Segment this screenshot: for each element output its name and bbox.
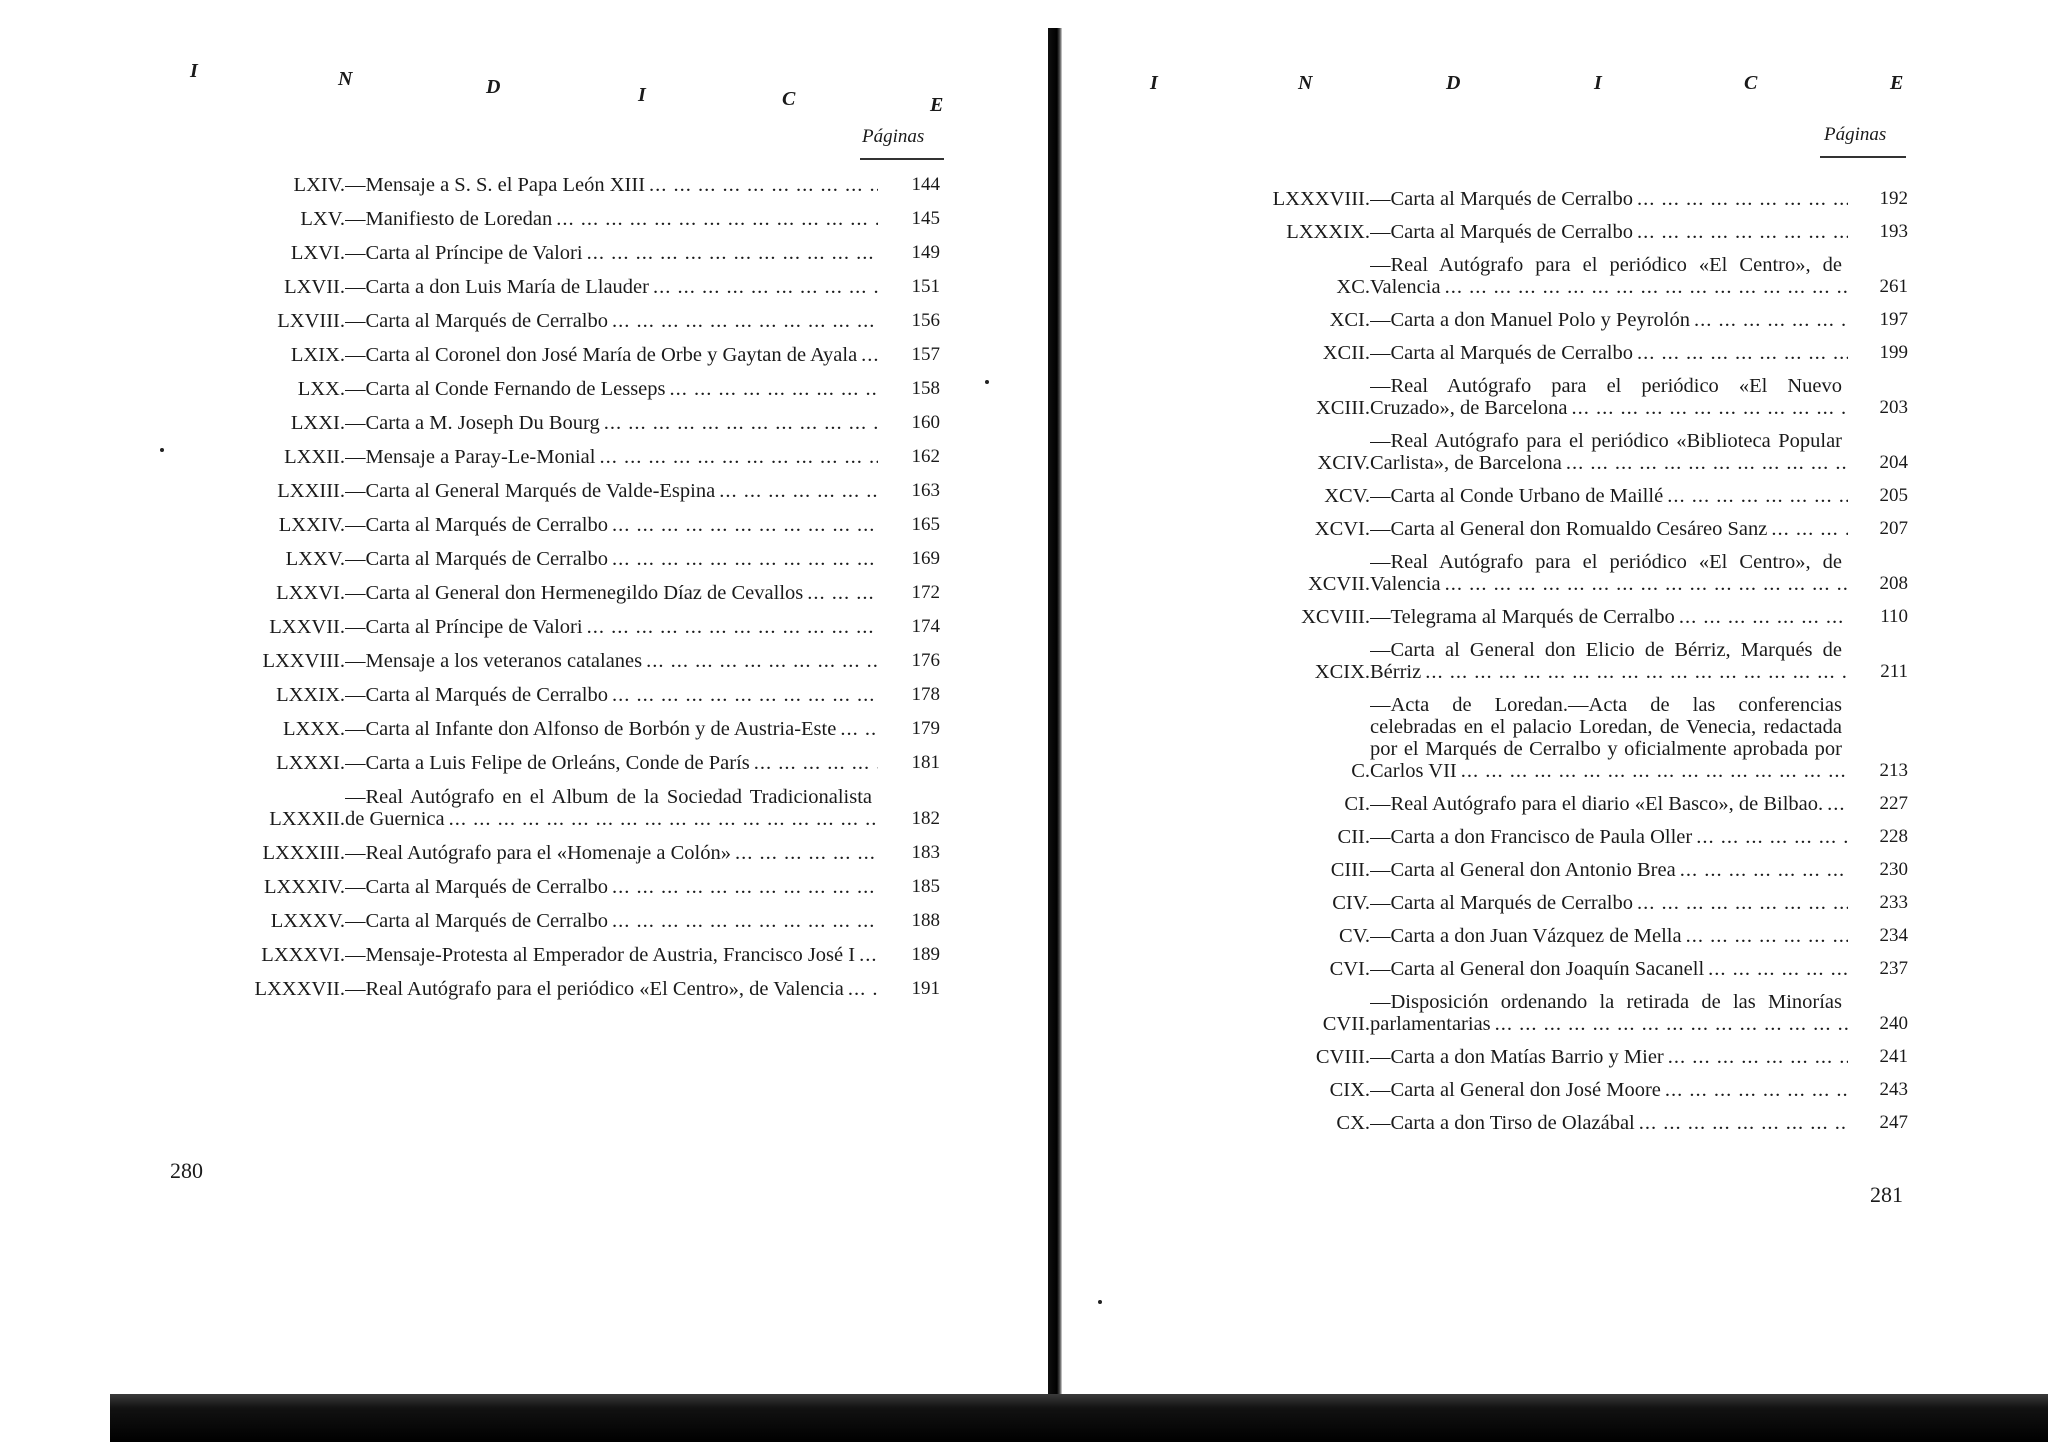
toc-entry-title-wrap xyxy=(1370,859,1848,881)
toc-entry-number: LXXX. xyxy=(282,718,345,740)
toc-entry-title-wrap xyxy=(345,276,878,298)
toc-entry-title-wrap xyxy=(345,650,878,672)
toc-entry-number: CX. xyxy=(1336,1112,1370,1134)
toc-entry-title: —Carta al Príncipe de Valori xyxy=(345,242,587,264)
toc-entry-title: —Carta al General Marqués de Valde-Espina xyxy=(345,480,719,502)
toc-entry-title-wrap xyxy=(1370,606,1848,628)
toc-entry-title: —Carta al General don Joaquín Sacanell xyxy=(1370,958,1708,980)
paginas-rule xyxy=(860,158,944,160)
toc-entry-number: LXV. xyxy=(300,208,345,230)
toc-entry-number: LXXIX. xyxy=(276,684,345,706)
toc-entry-number: LXVII. xyxy=(284,276,345,298)
toc-entry-title-wrap xyxy=(1370,188,1848,210)
toc-entry xyxy=(170,446,940,468)
header-letter: C xyxy=(1744,72,1758,94)
toc-entry-title-wrap xyxy=(345,718,878,740)
toc-entry-title-wrap xyxy=(1370,991,1848,1035)
toc-entry-page: 182 xyxy=(911,808,940,829)
toc-list xyxy=(1150,188,1908,1145)
toc-entry-number: LXXXII. xyxy=(269,808,345,830)
toc-entry-page: 174 xyxy=(911,616,940,637)
toc-entry xyxy=(170,514,940,536)
toc-entry-title: —Carta a don Juan Vázquez de Mella xyxy=(1370,925,1686,947)
toc-entry-number: LXXXVIII. xyxy=(1272,188,1370,210)
toc-entry-number: LXXXIX. xyxy=(1286,221,1370,243)
toc-entry xyxy=(1150,485,1908,507)
right-page xyxy=(1060,0,2048,1442)
toc-entry-page: 230 xyxy=(1879,859,1908,880)
toc-entry-title: —Carta al Marqués de Cerralbo xyxy=(345,310,612,332)
toc-entry-number: CV. xyxy=(1339,925,1370,947)
toc-entry-title: —Real Autógrafo para el diario «El Basco», de Bilbao. xyxy=(1370,793,1827,815)
toc-entry-page: 193 xyxy=(1879,221,1908,242)
toc-entry-title: —Real Autógrafo para el periódico «El Centro», de Valencia xyxy=(1370,551,1842,595)
left-page-header xyxy=(190,60,950,116)
toc-entry-number: LXXV. xyxy=(285,548,345,570)
toc-entry-page: 144 xyxy=(911,174,940,195)
toc-entry-number: XCII. xyxy=(1322,342,1370,364)
toc-entry-number: XCVI. xyxy=(1314,518,1370,540)
header-letter: N xyxy=(1298,72,1313,94)
toc-entry-page: 204 xyxy=(1879,452,1908,473)
toc-entry-title: —Carta al General don José Moore xyxy=(1370,1079,1665,1101)
toc-entry-title-wrap xyxy=(1370,1046,1848,1068)
toc-entry-title: —Carta a don Manuel Polo y Peyrolón xyxy=(1370,309,1694,331)
toc-entry-title-wrap xyxy=(1370,254,1848,298)
toc-entry-title-wrap xyxy=(345,412,878,434)
toc-entry-number: CIX. xyxy=(1329,1079,1370,1101)
toc-entry-number: LXXVIII. xyxy=(262,650,345,672)
toc-entry xyxy=(170,344,940,366)
toc-entry-title-wrap xyxy=(345,208,878,230)
toc-entry-page: 197 xyxy=(1879,309,1908,330)
toc-entry-page: 176 xyxy=(911,650,940,671)
header-letter: D xyxy=(1446,72,1461,94)
toc-entry xyxy=(1150,309,1908,331)
header-letter: I xyxy=(1150,72,1158,94)
toc-entry-page: 213 xyxy=(1879,760,1908,781)
toc-entry xyxy=(170,208,940,230)
toc-entry xyxy=(1150,892,1908,914)
toc-entry xyxy=(1150,694,1908,782)
toc-entry-title-wrap xyxy=(345,514,878,536)
toc-entry-number: LXVIII. xyxy=(277,310,345,332)
toc-entry xyxy=(170,876,940,898)
toc-entry xyxy=(170,944,940,966)
header-letter: D xyxy=(486,76,501,98)
toc-entry-title: —Carta al Marqués de Cerralbo xyxy=(1370,221,1637,243)
toc-entry-page: 191 xyxy=(911,978,940,999)
toc-entry-title-wrap xyxy=(1370,309,1848,331)
toc-entry-page: 169 xyxy=(911,548,940,569)
toc-entry-page: 233 xyxy=(1879,892,1908,913)
toc-entry xyxy=(1150,1046,1908,1068)
toc-entry-number: XCI. xyxy=(1329,309,1370,331)
toc-entry-title: —Mensaje a S. S. el Papa León XIII xyxy=(345,174,649,196)
toc-entry-number: LXXXIV. xyxy=(263,876,345,898)
toc-entry-title-wrap xyxy=(345,242,878,264)
toc-entry xyxy=(1150,221,1908,243)
toc-entry xyxy=(170,616,940,638)
toc-entry xyxy=(170,276,940,298)
toc-entry-page: 227 xyxy=(1879,793,1908,814)
toc-entry-title-wrap xyxy=(345,548,878,570)
toc-entry-number: LXXVI. xyxy=(276,582,345,604)
toc-entry-title-wrap xyxy=(345,786,878,830)
toc-entry xyxy=(1150,859,1908,881)
toc-entry-title-wrap xyxy=(1370,826,1848,848)
toc-entry-number: CVI. xyxy=(1329,958,1370,980)
toc-entry-number: LXXXVII. xyxy=(254,978,345,1000)
paginas-label: Páginas xyxy=(1824,124,1887,145)
toc-entry-page: 165 xyxy=(911,514,940,535)
toc-entry xyxy=(1150,639,1908,683)
toc-entry-number: XCIX. xyxy=(1314,661,1370,683)
toc-entry-page: 188 xyxy=(911,910,940,931)
toc-entry-number: LXXIII. xyxy=(277,480,345,502)
toc-entry-title: —Carta al Marqués de Cerralbo xyxy=(345,910,612,932)
toc-entry-title: —Carta al General don Romualdo Cesáreo Sanz xyxy=(1370,518,1771,540)
toc-entry-number: LXXIV. xyxy=(278,514,345,536)
toc-entry-number: LXXI. xyxy=(290,412,345,434)
toc-entry-title-wrap xyxy=(345,344,878,366)
toc-entry xyxy=(170,242,940,264)
toc-entry-title: —Real Autógrafo para el periódico «El Centro», de Valencia xyxy=(345,978,848,1000)
toc-entry-title: —Carta al General don Elicio de Bérriz, Marqués de Bérriz xyxy=(1370,639,1842,683)
toc-entry-title: —Carta al Marqués de Cerralbo xyxy=(1370,892,1637,914)
toc-entry-number: LXXXIII. xyxy=(262,842,345,864)
toc-entry xyxy=(170,174,940,196)
toc-entry-title: —Acta de Loredan.—Acta de las conferencias celebradas en el palacio Loredan, de Venecia, redactada por el Marqués de Cerralbo y oficialmente aprobada por Carlos VII xyxy=(1370,694,1842,782)
toc-entry xyxy=(1150,925,1908,947)
toc-entry-title-wrap xyxy=(345,978,878,1000)
toc-entry-number: CVII. xyxy=(1322,1013,1370,1035)
toc-entry-page: 234 xyxy=(1879,925,1908,946)
scan-shadow-bottom xyxy=(110,1394,2048,1442)
toc-entry xyxy=(170,412,940,434)
header-letter: E xyxy=(1890,72,1904,94)
toc-entry xyxy=(170,582,940,604)
toc-entry-page: 172 xyxy=(911,582,940,603)
toc-entry-page: 110 xyxy=(1880,606,1908,627)
toc-entry-title: —Carta al Marqués de Cerralbo xyxy=(345,514,612,536)
header-letter: I xyxy=(638,84,646,106)
toc-entry-title: —Carta al General don Antonio Brea xyxy=(1370,859,1680,881)
toc-entry xyxy=(170,684,940,706)
toc-entry-page: 211 xyxy=(1880,661,1908,682)
toc-entry-title-wrap xyxy=(345,684,878,706)
toc-entry xyxy=(170,842,940,864)
toc-entry-page: 183 xyxy=(911,842,940,863)
toc-entry-page: 199 xyxy=(1879,342,1908,363)
toc-entry-title-wrap xyxy=(1370,375,1848,419)
toc-entry-title: —Carta al Conde Urbano de Maillé xyxy=(1370,485,1667,507)
toc-entry-number: CIV. xyxy=(1332,892,1370,914)
toc-entry-number: XCIV. xyxy=(1317,452,1370,474)
toc-entry-page: 205 xyxy=(1879,485,1908,506)
toc-entry-title: —Carta al Coronel don José María de Orbe y Gaytan de Ayala xyxy=(345,344,861,366)
toc-entry-page: 160 xyxy=(911,412,940,433)
toc-entry-page: 145 xyxy=(911,208,940,229)
toc-entry-title-wrap xyxy=(345,876,878,898)
toc-entry-title: —Carta a don Francisco de Paula Oller xyxy=(1370,826,1696,848)
toc-entry-number: LXXXI. xyxy=(276,752,345,774)
scan-speck xyxy=(985,380,989,384)
toc-entry-title-wrap xyxy=(1370,639,1848,683)
toc-entry-number: XCV. xyxy=(1324,485,1370,507)
toc-entry-page: 241 xyxy=(1879,1046,1908,1067)
toc-entry-page: 162 xyxy=(911,446,940,467)
toc-entry-page: 185 xyxy=(911,876,940,897)
toc-entry-title-wrap xyxy=(1370,518,1848,540)
toc-entry xyxy=(1150,551,1908,595)
toc-entry xyxy=(170,718,940,740)
toc-entry-title-wrap xyxy=(1370,958,1848,980)
toc-entry-title-wrap xyxy=(1370,485,1848,507)
toc-entry-number: LXIV. xyxy=(293,174,345,196)
toc-entry-title-wrap xyxy=(345,174,878,196)
toc-entry xyxy=(170,548,940,570)
toc-entry xyxy=(1150,606,1908,628)
toc-entry-title: —Carta al Marqués de Cerralbo xyxy=(1370,188,1637,210)
toc-entry xyxy=(1150,518,1908,540)
header-letter: N xyxy=(338,68,353,90)
toc-entry-page: 203 xyxy=(1879,397,1908,418)
toc-entry-title-wrap xyxy=(345,446,878,468)
toc-entry-number: LXXXVI. xyxy=(261,944,345,966)
toc-entry-title: —Disposición ordenando la retirada de las Minorías parlamentarias xyxy=(1370,991,1842,1035)
toc-entry-title: —Real Autógrafo para el periódico «Biblioteca Popular Carlista», de Barcelona xyxy=(1370,430,1842,474)
header-letter: E xyxy=(930,94,944,116)
toc-entry-number: CI. xyxy=(1344,793,1370,815)
toc-entry xyxy=(1150,342,1908,364)
toc-entry-number: XC. xyxy=(1336,276,1370,298)
paginas-rule xyxy=(1820,156,1906,158)
toc-entry-title-wrap xyxy=(345,842,878,864)
toc-entry-title-wrap xyxy=(345,616,878,638)
toc-entry-page: 181 xyxy=(911,752,940,773)
toc-entry xyxy=(170,978,940,1000)
toc-entry-page: 228 xyxy=(1879,826,1908,847)
toc-entry-page: 156 xyxy=(911,310,940,331)
toc-entry-title: —Carta al Marqués de Cerralbo xyxy=(345,548,612,570)
toc-entry-title-wrap xyxy=(1370,892,1848,914)
toc-entry-title: —Carta a M. Joseph Du Bourg xyxy=(345,412,604,434)
toc-entry-number: CVIII. xyxy=(1315,1046,1370,1068)
toc-entry-page: 149 xyxy=(911,242,940,263)
toc-entry-number: C. xyxy=(1351,760,1370,782)
page-number: 280 xyxy=(170,1158,203,1183)
toc-entry-page: 208 xyxy=(1879,573,1908,594)
toc-entry-page: 178 xyxy=(911,684,940,705)
toc-entry-number: XCVII. xyxy=(1307,573,1370,595)
toc-entry-page: 237 xyxy=(1879,958,1908,979)
paginas-label: Páginas xyxy=(862,126,925,147)
toc-entry xyxy=(170,310,940,332)
scan-speck xyxy=(160,448,164,452)
toc-entry-page: 192 xyxy=(1879,188,1908,209)
toc-entry-title: —Real Autógrafo para el periódico «El Centro», de Valencia xyxy=(1370,254,1842,298)
toc-entry-title-wrap xyxy=(345,910,878,932)
toc-entry-page: 243 xyxy=(1879,1079,1908,1100)
toc-entry-number: XCIII. xyxy=(1315,397,1370,419)
toc-entry-title-wrap xyxy=(345,480,878,502)
toc-entry-title: —Mensaje a los veteranos catalanes xyxy=(345,650,646,672)
scan-speck xyxy=(1098,1300,1102,1304)
toc-entry-page: 151 xyxy=(911,276,940,297)
toc-entry-page: 247 xyxy=(1879,1112,1908,1133)
toc-entry-title-wrap xyxy=(1370,1079,1848,1101)
toc-entry xyxy=(1150,188,1908,210)
toc-entry-title: —Carta al Conde Fernando de Lesseps xyxy=(345,378,670,400)
toc-entry xyxy=(170,786,940,830)
header-letter: I xyxy=(1594,72,1602,94)
toc-entry-title: —Real Autógrafo para el «Homenaje a Colón» xyxy=(345,842,735,864)
toc-entry-title-wrap xyxy=(345,378,878,400)
toc-entry-title: —Real Autógrafo para el periódico «El Nuevo Cruzado», de Barcelona xyxy=(1370,375,1842,419)
toc-entry-title: —Carta al General don Hermenegildo Díaz de Cevallos xyxy=(345,582,807,604)
toc-entry-number: XCVIII. xyxy=(1301,606,1370,628)
header-letter: I xyxy=(190,60,198,82)
toc-entry-number: LXX. xyxy=(297,378,345,400)
toc-entry xyxy=(170,480,940,502)
toc-entry-title: —Manifiesto de Loredan xyxy=(345,208,556,230)
toc-entry-page: 189 xyxy=(911,944,940,965)
toc-entry-title: —Carta a don Tirso de Olazábal xyxy=(1370,1112,1639,1134)
toc-entry xyxy=(1150,430,1908,474)
toc-entry-number: LXIX. xyxy=(290,344,345,366)
toc-entry-number: LXXVII. xyxy=(269,616,345,638)
toc-entry xyxy=(1150,1079,1908,1101)
toc-entry-title: —Mensaje a Paray-Le-Monial xyxy=(345,446,599,468)
toc-entry-title-wrap xyxy=(1370,925,1848,947)
toc-entry-number: CIII. xyxy=(1330,859,1370,881)
toc-entry-title: —Carta al Marqués de Cerralbo xyxy=(345,876,612,898)
toc-entry-page: 261 xyxy=(1879,276,1908,297)
toc-entry-number: CII. xyxy=(1337,826,1370,848)
toc-entry xyxy=(1150,1112,1908,1134)
toc-entry-title-wrap xyxy=(1370,221,1848,243)
toc-entry-title: —Carta al Marqués de Cerralbo xyxy=(1370,342,1637,364)
header-letter: C xyxy=(782,88,796,110)
toc-entry-title-wrap xyxy=(1370,551,1848,595)
page-number: 281 xyxy=(1870,1182,1903,1207)
toc-entry xyxy=(1150,991,1908,1035)
toc-entry-title-wrap xyxy=(345,310,878,332)
toc-entry-number: LXVI. xyxy=(290,242,345,264)
toc-entry-page: 158 xyxy=(911,378,940,399)
toc-entry xyxy=(170,378,940,400)
toc-entry-page: 163 xyxy=(911,480,940,501)
toc-entry-title-wrap xyxy=(345,944,878,966)
toc-entry-title-wrap xyxy=(1370,342,1848,364)
toc-entry xyxy=(1150,958,1908,980)
toc-entry xyxy=(170,650,940,672)
toc-entry-number: LXXII. xyxy=(284,446,345,468)
toc-entry xyxy=(1150,793,1908,815)
toc-entry-title-wrap xyxy=(1370,430,1848,474)
toc-entry-page: 207 xyxy=(1879,518,1908,539)
toc-entry-title: —Carta al Marqués de Cerralbo xyxy=(345,684,612,706)
toc-entry-page: 240 xyxy=(1879,1013,1908,1034)
toc-entry xyxy=(170,910,940,932)
toc-entry-title-wrap xyxy=(1370,793,1848,815)
toc-entry xyxy=(1150,375,1908,419)
toc-entry-title-wrap xyxy=(1370,694,1848,782)
right-page-header xyxy=(1150,72,1910,112)
toc-entry xyxy=(1150,254,1908,298)
toc-entry-title: —Carta a Luis Felipe de Orleáns, Conde de París xyxy=(345,752,754,774)
toc-entry-title: —Real Autógrafo en el Album de la Sociedad Tradicionalista de Guernica xyxy=(345,786,872,830)
toc-entry-title-wrap xyxy=(1370,1112,1848,1134)
toc-entry xyxy=(170,752,940,774)
toc-list xyxy=(170,174,940,1012)
toc-entry-title: —Carta a don Matías Barrio y Mier xyxy=(1370,1046,1668,1068)
toc-entry-page: 179 xyxy=(911,718,940,739)
toc-entry-title: —Mensaje-Protesta al Emperador de Austria, Francisco José I xyxy=(345,944,859,966)
toc-entry-number: LXXXV. xyxy=(270,910,345,932)
toc-entry-title: —Carta al Príncipe de Valori xyxy=(345,616,587,638)
toc-entry-page: 157 xyxy=(911,344,940,365)
toc-entry-title: —Carta a don Luis María de Llauder xyxy=(345,276,653,298)
toc-entry-title: —Telegrama al Marqués de Cerralbo xyxy=(1370,606,1679,628)
toc-entry xyxy=(1150,826,1908,848)
toc-entry-title-wrap xyxy=(345,582,878,604)
toc-entry-title-wrap xyxy=(345,752,878,774)
toc-entry-title: —Carta al Infante don Alfonso de Borbón y de Austria-Este xyxy=(345,718,840,740)
